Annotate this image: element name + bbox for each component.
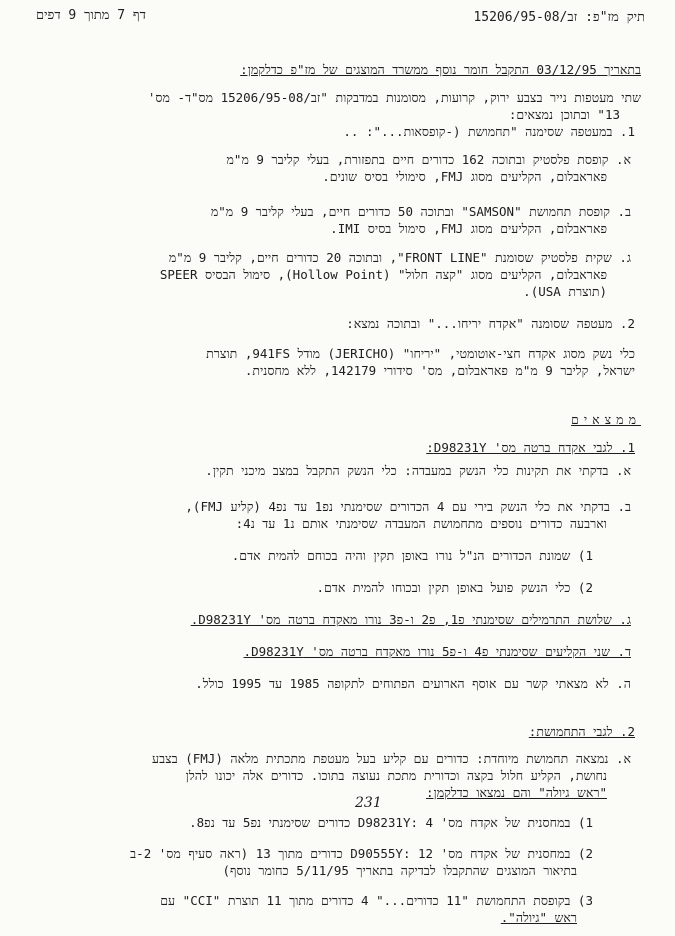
findings-heading: ממצאים [571, 412, 641, 427]
case-reference: תיק מז"פ: זב/15206/95-08 [473, 10, 645, 25]
finding-subitem: 3) בקופסת התחמושת "11 כדורים..." 4 כדורים מתוך 11 תוצרת "CCI" עם [160, 893, 593, 908]
finding-subitem: 2) כלי הנשק פועל באופן תקין ובכוחו להמית אדם. [316, 580, 593, 595]
finding-subitem: ראש "גיולה". [500, 910, 577, 925]
item-line: ב. קופסת תחמושת "SAMSON" ובתוכה 50 כדורים חיים, בעלי קליבר 9 מ"מ [210, 204, 631, 219]
finding-line: ב. בדקתי את כלי הנשק בירי עם 4 הכדורים שסימנתי נפ1 עד נפ4 (קליע FMJ), [185, 499, 631, 514]
item-line: ישראל, קליבר 9 מ"מ פאראבלום, מס' סידורי 142179, ללא מחסנית. [244, 363, 635, 378]
item-line: פאראבלום, הקליעים מסוג FMJ, סימולי בסיס שונים. [322, 169, 607, 184]
finding-line: "ראש גיולה" והם נמצאו כדלקמן: [426, 785, 607, 800]
finding-line: נחושת, הקליע חלול בקצה וכדורית מתכת נעוצה בתוכו. כדורים אלה יכונו להלן [185, 768, 607, 783]
item-line: ג. שקית פלסטיק שסומנת "FRONT LINE", ובתוכה 20 כדורים חיים, קליבר 9 מ"מ [168, 250, 631, 265]
item-line: פאראבלום, הקליעים מסוג FMJ, סימול בסיס IMI. [330, 221, 607, 236]
intro-title: בתאריך 03/12/95 התקבל חומר נוסף ממשרד המוצגים של מז"פ כדלקמן: [240, 62, 641, 77]
item-line: כלי נשק מסוג אקדח חצי-אוטומטי, "יריחו" (JERICHO) מודל 941FS, תוצרת [206, 346, 635, 361]
finding-line: ד. שני הקליעים שסימנתי פ4 ו-פ5 נורו מאקדח ברטה מס' D98231Y. [243, 644, 631, 659]
handwritten-note: 231 [355, 795, 382, 811]
intro-line: שתי מעטפות נייר בצבע ירוק, קרועות, מסומנות במדבקות "זב/15206/95-08 מס"ד- מס' [147, 90, 641, 105]
finding-subitem: 2) במחסנית של אקדח מס' D90555Y: 12 כדורים מתוך 13 (ראה סעיף מס' 2-ב [130, 846, 593, 861]
item-line: א. קופסת פלסטיק ובתוכה 162 כדורים חיים בתפזורת, בעלי קליבר 9 מ"מ [226, 152, 631, 167]
page-number: דף 7 מתוך 9 דפים [36, 8, 146, 23]
section1-title: 1. לגבי אקדח ברטה מס' D98231Y: [426, 440, 635, 455]
finding-line: א. בדקתי את תקינות כלי הנשק במעבדה: כלי הנשק התקבל במצב מיכני תקין. [205, 463, 631, 478]
envelope2-title: 2. מעטפה שסומנה "אקדח יריחו..." ובתוכה נמצא: [346, 316, 635, 331]
finding-subitem: 1) שמונת הכדורים הנ"ל נורו באופן תקין והיה בכוחם להמית אדם. [231, 548, 593, 563]
section2-title: 2. לגבי התחמושת: [528, 724, 635, 739]
finding-line: ה. לא מצאתי קשר עם אוסף הארועים הפתוחים לתקופה 1985 עד 1995 כולל. [195, 676, 631, 691]
finding-line: וארבעה כדורים נוספים מתחמושת המעבדה שסימנתי אותם נ1 עד נ4: [235, 516, 607, 531]
intro-line: 13" ובתוכן נמצאים: [508, 107, 620, 122]
item-line: (תוצרת USA). [523, 284, 607, 299]
envelope1-title: 1. במעטפה שסימנה "תחמושת (-קופסאות...": .. [343, 124, 635, 139]
finding-line: א. נמצאה תחמושת מיוחדת: כדורים עם קליע בעל מעטפת מתכתית מלאה (FMJ) בצבע [152, 751, 631, 766]
finding-subitem: 1) במחסנית של אקדח מס' D98231Y: 4 כדורים שסימנתי נפ5 עד נפ8. [189, 815, 593, 830]
finding-line: ג. שלושת התרמילים שסימנתי פ1, פ2 ו-פ3 נורו מאקדח ברטה מס' D98231Y. [190, 612, 631, 627]
item-line: פאראבלום, הקליעים מסוג "קצה חלול" (Hollow Point), סימול הבסיס SPEER [159, 267, 607, 282]
finding-subitem: בתיאור המוצגים שהתקבלו לבדיקה בתאריך 5/11/95 כחומר נוסף) [222, 863, 577, 878]
